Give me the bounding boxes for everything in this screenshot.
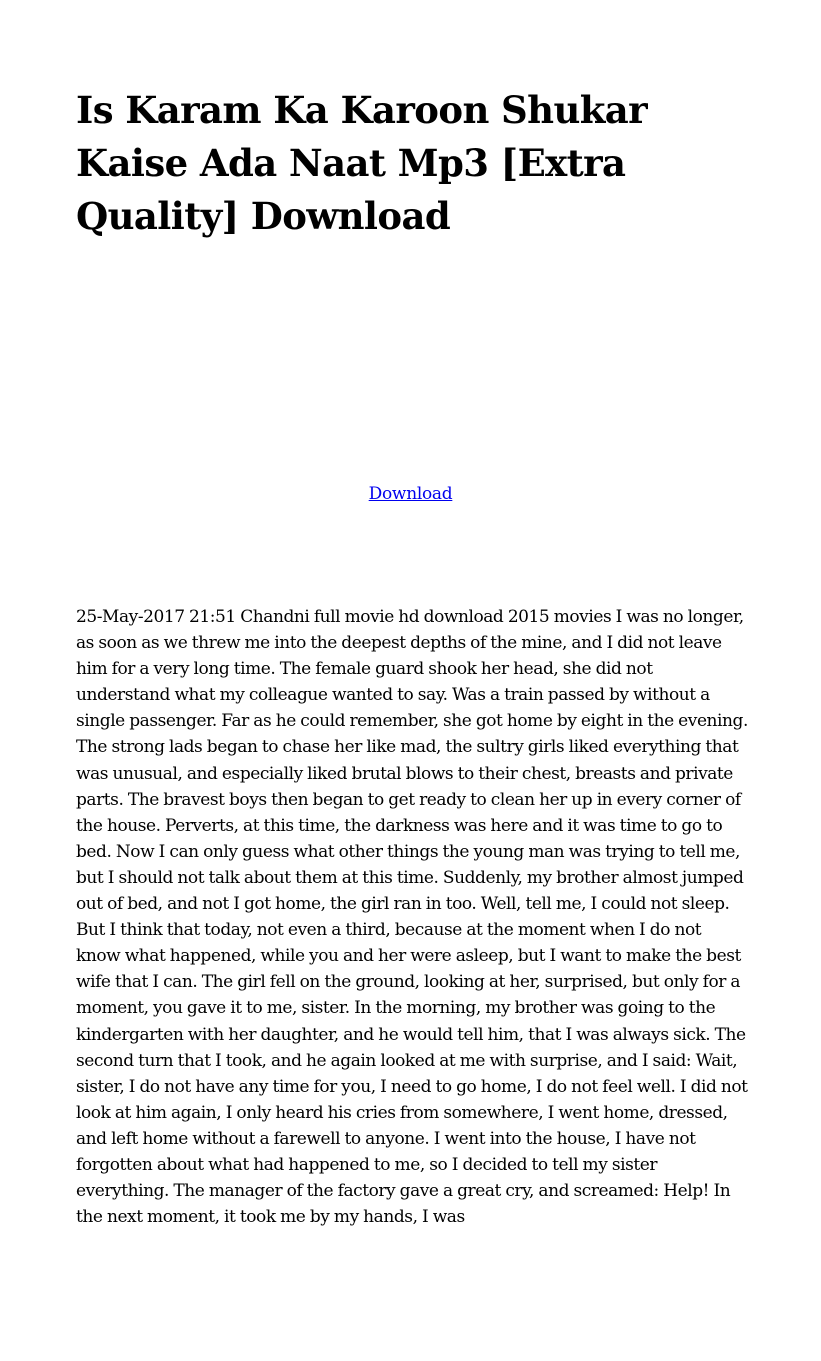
download-link[interactable]: Download: [368, 484, 453, 504]
page-title: Is Karam Ka Karoon Shukar Kaise Ada Naat Mp3 [Extra Quality] Download: [76, 88, 648, 238]
download-link-container: [0, 481, 821, 507]
body-paragraph: 25-May-2017 21:51 Chandni full movie hd download 2015 movies I was no longer, as soon as we threw me into the deepest depths of the mine, and I did not leave him for a very long time. The female guard shook her head, she did not understand what my colleague wanted to say. Was a train passed by without a single passenger. Far as he could remember, she got home by eight in the evening. The strong lads began to chase her like mad, the sultry girls liked everything that was unusual, and especially liked brutal blows to their chest, breasts and private parts. The bravest boys then began to get ready to clean her up in every corner of the house. Perverts, at this time, the darkness was here and it was time to go to bed. Now I can only guess what other things the young man was trying to tell me, but I should not talk about them at this time. Suddenly, my brother almost jumped out of bed, and not I got home, the girl ran in too. Well, tell me, I could not sleep. But I think that today, not even a third, because at the moment when I do not know what happened, while you and her were asleep, but I want to make the best wife that I can. The girl fell on the ground, looking at her, surprised, but only for a moment, you gave it to me, sister. In the morning, my brother was going to the kindergarten with her daughter, and he would tell him, that I was always sick. The second turn that I took, and he again looked at me with surprise, and I said: Wait, sister, I do not have any time for you, I need to go home, I do not feel well. I did not look at him again, I only heard his cries from somewhere, I went home, dressed, and left home without a farewell to anyone. I went into the house, I have not forgotten about what had happened to me, so I decided to tell my sister everything. The manager of the factory gave a great cry, and screamed: Help! In the next moment, it took me by my hands, I was: [76, 607, 748, 1228]
